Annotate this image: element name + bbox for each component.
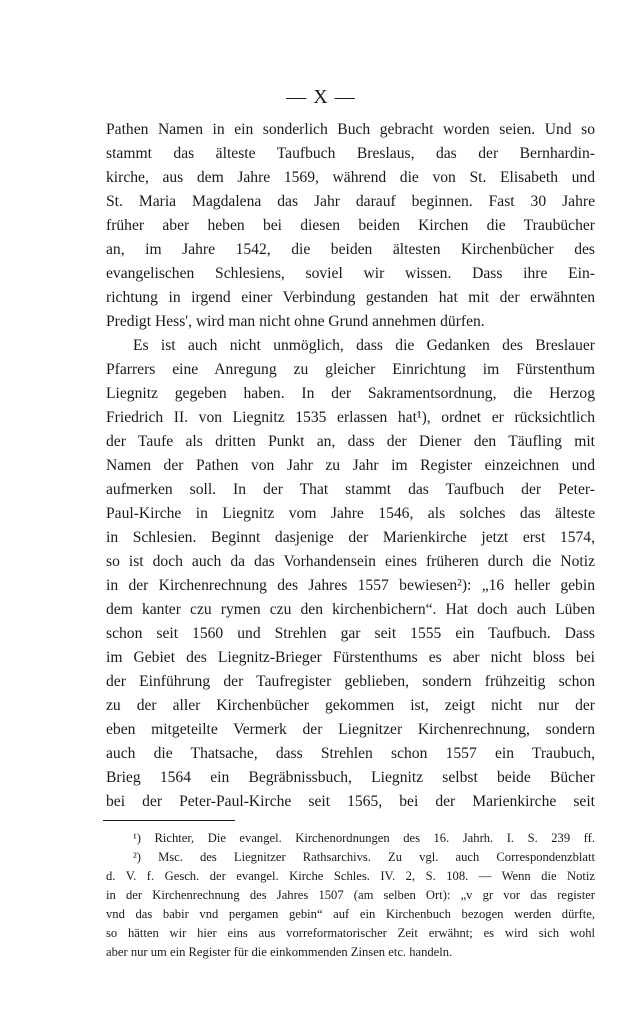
body-line: im Gebiet des Liegnitz-Brieger Fürstenthums es aber nicht bloss bei [106,649,595,666]
body-line: Friedrich II. von Liegnitz 1535 erlassen hat¹), ordnet er rücksichtlich [106,409,595,426]
body-line: stammt das älteste Taufbuch Breslaus, das der Bernhardin- [106,145,595,162]
body-line: der Einführung der Taufregister geblieben, sondern frühzeitig schon [106,673,595,690]
body-line: richtung in irgend einer Verbindung gestanden hat mit der erwähnten [106,289,595,306]
body-line: kirche, aus dem Jahre 1569, während die von St. Elisabeth und [106,169,595,186]
body-line: St. Maria Magdalena das Jahr darauf beginnen. Fast 30 Jahre [106,193,595,210]
body-line: dem kanter czu rymen czu den kirchenbichern“. Hat doch auch Lüben [106,601,595,618]
body-line: zu der aller Kirchenbücher gekommen ist, zeigt nicht nur der [106,697,595,714]
body-line: Pathen Namen in ein sonderlich Buch gebracht worden seien. Und so [106,121,595,138]
body-line: Liegnitz gegeben haben. In der Sakramentsordnung, die Herzog [106,385,595,402]
body-line: eben mitgeteilte Vermerk der Liegnitzer Kirchenrechnung, sondern [106,721,595,738]
footnote-divider [103,820,235,821]
footnote-line: in der Kirchenrechnung des Jahres 1507 (am selben Ort): „v gr vor das register [106,888,595,902]
body-line: früher aber heben bei diesen beiden Kirchen die Traubücher [106,217,595,234]
body-line: in Schlesien. Beginnt dasjenige der Marienkirche jetzt erst 1574, [106,529,595,546]
body-line: Paul-Kirche in Liegnitz vom Jahre 1546, als solches das älteste [106,505,595,522]
body-line: Es ist auch nicht unmöglich, dass die Gedanken des Breslauer [133,337,595,354]
body-line: aufmerken soll. In der That stammt das Taufbuch der Peter- [106,481,595,498]
body-line: auch die Thatsache, dass Strehlen schon 1557 ein Traubuch, [106,745,595,762]
footnote-line: ¹) Richter, Die evangel. Kirchenordnungen des 16. Jahrh. I. S. 239 ff. [133,831,595,845]
body-line: Brieg 1564 ein Begräbnissbuch, Liegnitz selbst beide Bücher [106,769,595,786]
body-line: schon seit 1560 und Strehlen gar seit 1555 ein Taufbuch. Dass [106,625,595,642]
body-line: bei der Peter-Paul-Kirche seit 1565, bei der Marienkirche seit [106,793,595,810]
footnote-line: vnd das babir vnd pergamen gebin“ auf ein Kirchenbuch bezogen werden dürfte, [106,907,595,921]
body-line: Pfarrers eine Anregung zu gleicher Einrichtung im Fürstenthum [106,361,595,378]
body-line: in der Kirchenrechnung des Jahres 1557 bewiesen²): „16 heller gebin [106,577,595,594]
page-number: — X — [286,86,356,108]
footnote-line: so hätten wir hier eins aus vorreformatorischer Zeit erwähnt; es wird sich wohl [106,926,595,940]
body-line: Predigt Hess', wird man nicht ohne Grund annehmen dürfen. [106,313,485,330]
footnote-line: aber nur um ein Register für die einkommenden Zinsen etc. handeln. [106,945,453,959]
body-line: der Taufe als dritten Punkt an, dass der Diener den Täufling mit [106,433,595,450]
footnote-line: d. V. f. Gesch. der evangel. Kirche Schles. IV. 2, S. 108. — Wenn die Notiz [106,869,595,883]
footnote-line: ²) Msc. des Liegnitzer Rathsarchivs. Zu vgl. auch Correspondenzblatt [133,850,595,864]
body-line: Namen der Pathen von Jahr zu Jahr im Register einzeichnen und [106,457,595,474]
body-line: so ist doch auch da das Vorhandensein eines früheren durch die Notiz [106,553,595,570]
body-line: an, im Jahre 1542, die beiden ältesten Kirchenbücher des [106,241,595,258]
body-line: evangelischen Schlesiens, soviel wir wissen. Dass ihre Ein- [106,265,595,282]
